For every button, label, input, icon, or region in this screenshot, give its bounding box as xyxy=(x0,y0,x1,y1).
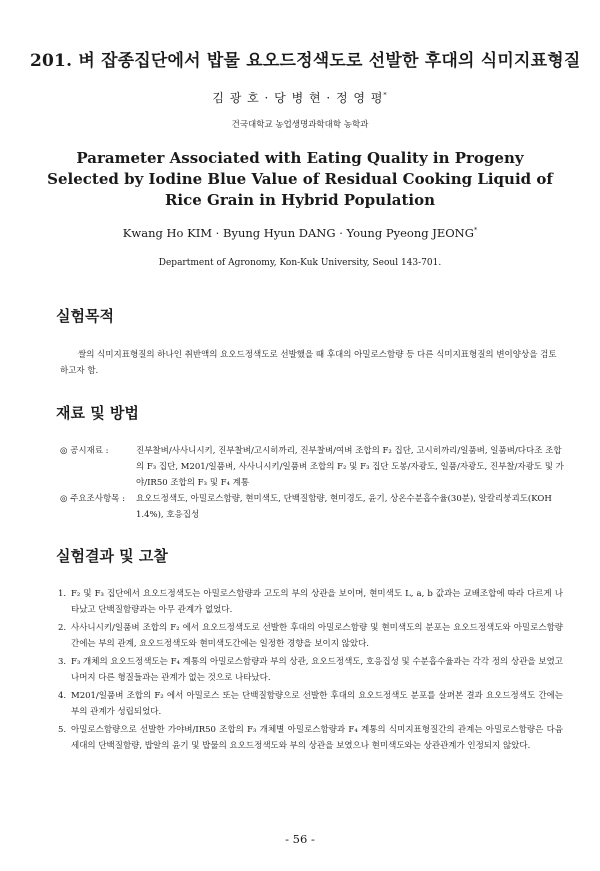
page-number: - 56 - xyxy=(285,832,315,846)
methods-item-materials xyxy=(60,443,565,491)
english-affiliation: Department of Agronomy, Kon-Kuk University, Seoul 143-701. xyxy=(158,258,442,268)
methods-item-text: 요오드정색도, 아밀로스함량, 현미색도, 단백질함량, 현미경도, 윤기, 상온수분흡수율(30분), 알칼리붕괴도(KOH 1.4%), 호응집성 xyxy=(136,494,552,520)
results-item-number: 2. xyxy=(58,623,67,633)
results-item xyxy=(58,620,563,652)
english-authors xyxy=(0,226,600,240)
english-title: Parameter Associated with Eating Quality in Progeny Selected by Iodine Blue Value of Residual Cooking Liquid of Rice Grain in Hybrid Population xyxy=(47,149,553,209)
methods-heading: 재료 및 방법 xyxy=(56,404,139,422)
results-item-number: 4. xyxy=(58,691,67,701)
results-item-number: 3. xyxy=(58,657,67,667)
methods-item-label: ◎ 주요조사항목 : xyxy=(60,494,125,504)
methods-item-label: ◎ 공시재료 : xyxy=(60,446,109,456)
methods-item-measurements xyxy=(60,491,565,523)
results-item-text: 아밀로스함량으로 선발한 가야벼/IR50 조합의 F₃ 개체별 아밀로스함량과 F₄ 계통의 식미지표형질간의 관계는 아밀로스함량은 다음세대의 단백질함량, 밥알의 윤기 및 밥물의 요오드정색도와 부의 상관을 보였으나 현미색도와는 상관관계가 인정되지 않았다. xyxy=(71,725,563,751)
korean-title: 201. 벼 잡종집단에서 밥물 요오드정색도로 선발한 후대의 식미지표형질 xyxy=(30,51,581,71)
corresponding-author-mark-en: * xyxy=(473,226,478,235)
results-item xyxy=(58,722,563,754)
results-item-text: M201/일품벼 조합의 F₂ 에서 아밀로스 또는 단백질함량으로 선발한 후대의 요오드정색도 분포를 살펴본 결과 요오드정색도 간에는 부의 관계가 성립되었다. xyxy=(71,691,563,717)
korean-authors xyxy=(0,89,600,106)
results-item-text: 사사니시키/일품벼 조합의 F₂ 에서 요오드정색도로 선발한 후대의 아밀로스함량 및 현미색도의 분포는 요오드정색도와 아밀로스함량간에는 부의 관계, 요오드정색도와 현미색도간에는 일정한 경향을 보이지 않았다. xyxy=(71,623,563,649)
results-item-text: F₂ 및 F₃ 집단에서 요오드정색도는 아밀로스함량과 고도의 부의 상관을 보이며, 현미색도 L, a, b 값과는 교배조합에 따라 다르게 나타났고 단백질함량과는 아무 관계가 없었다. xyxy=(71,589,563,615)
purpose-heading: 실험목적 xyxy=(56,307,114,325)
purpose-body: 쌀의 식미지표형질의 하나인 취반액의 요오드정색도로 선발했을 때 후대의 아밀로스함량 등 다른 식미지표형질의 변이양상을 검토하고자 함. xyxy=(60,350,557,376)
methods-list xyxy=(60,443,565,523)
korean-affiliation: 건국대학교 농업생명과학대학 농학과 xyxy=(231,120,369,130)
results-item xyxy=(58,654,563,686)
results-item xyxy=(58,586,563,618)
results-item-number: 5. xyxy=(58,725,67,735)
corresponding-author-mark: * xyxy=(383,91,388,99)
results-list xyxy=(58,586,563,756)
korean-authors-names: 김 광 호 · 당 병 현 · 정 영 평 xyxy=(212,91,384,105)
results-item-number: 1. xyxy=(58,589,67,599)
results-item-text: F₃ 개체의 요오드정색도는 F₄ 계통의 아밀로스함량과 부의 상관, 요오드정색도, 호응집성 및 수분흡수율과는 각각 정의 상관을 보였고 나머지 다른 형질들과는 관계가 없는 것으로 나타났다. xyxy=(71,657,563,683)
english-authors-names: Kwang Ho KIM · Byung Hyun DANG · Young Pyeong JEONG xyxy=(122,226,474,240)
results-item xyxy=(58,688,563,720)
methods-item-text: 진부찰벼/사사니시키, 진부찰벼/고시히까리, 진부찰벼/여벼 조합의 F₂ 집단, 고시히까리/일품벼, 일품벼/다다조 조합의 F₃ 집단, M201/일품벼, 사사니시키/일품벼 조합의 F₂ 및 F₃ 집단 도봉/자광도, 일품/자광도, 진부찰/자광도 및 가야/IR50 조합의 F₃ 및 F₄ 계통 xyxy=(136,446,564,488)
results-heading: 실험결과 및 고찰 xyxy=(56,547,168,565)
